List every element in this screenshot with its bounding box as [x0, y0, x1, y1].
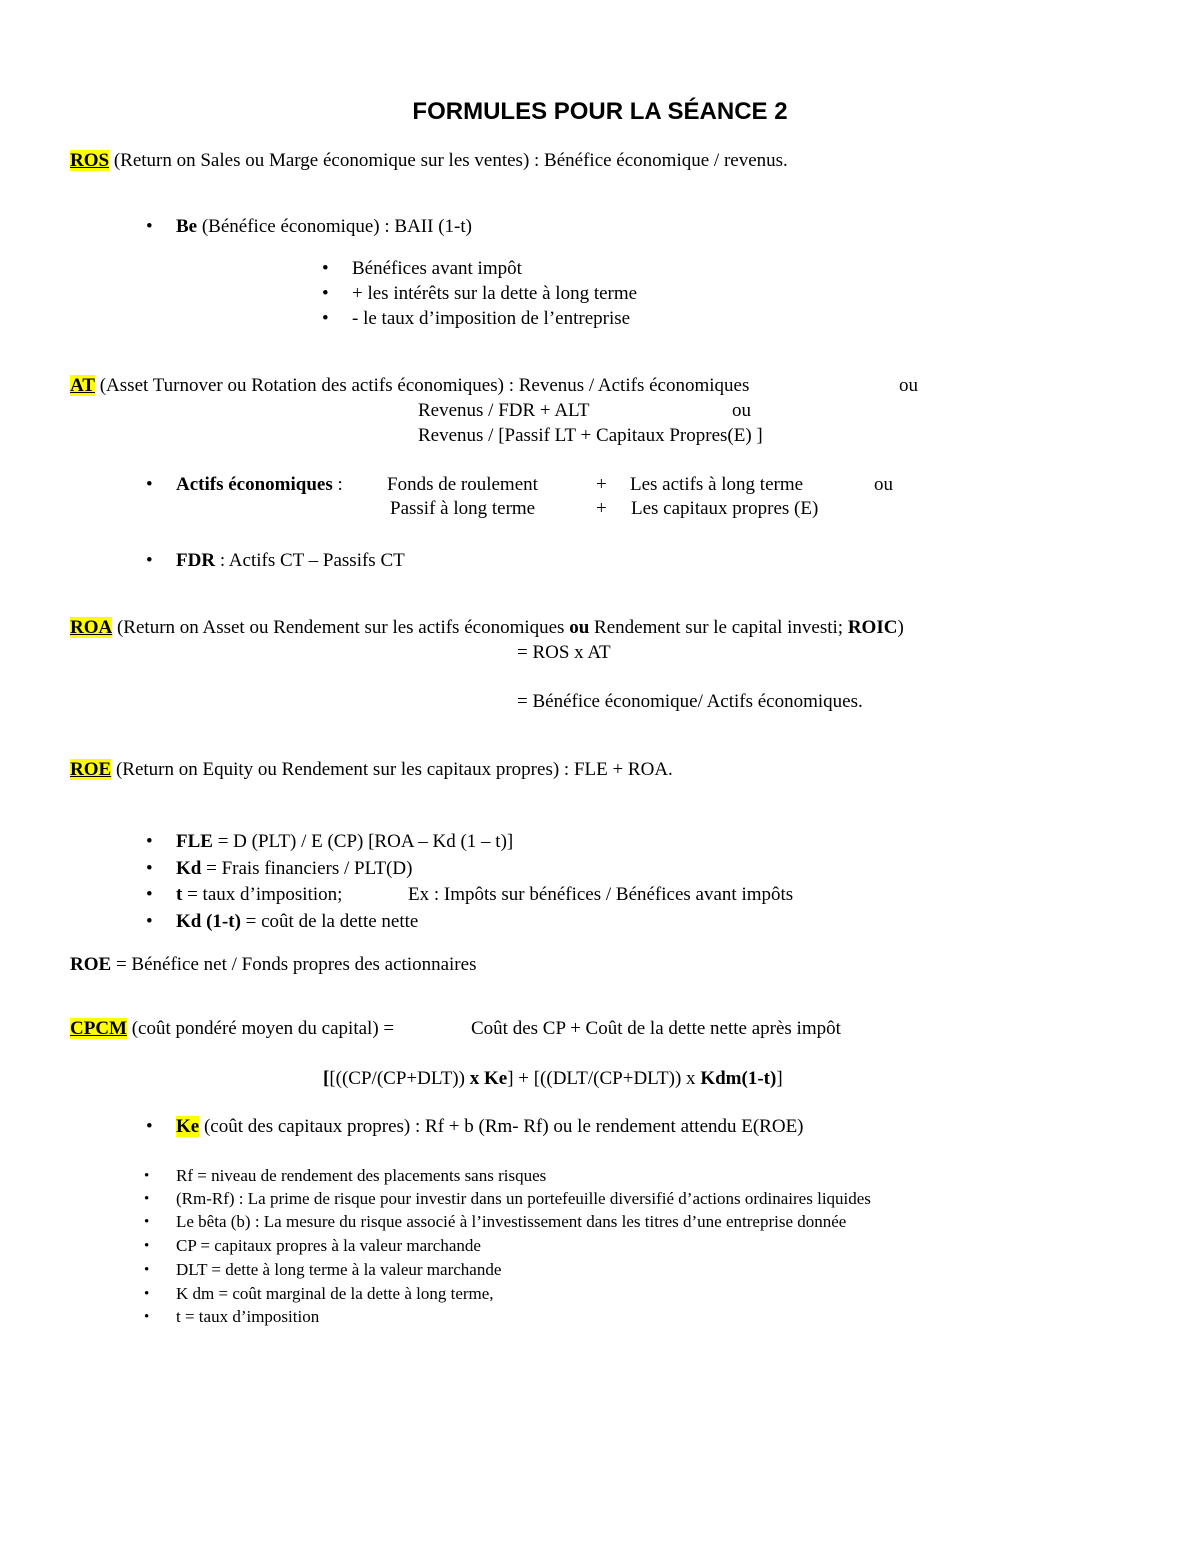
roe-def: (Return on Equity ou Rendement sur les capitaux propres) : FLE + ROA.: [111, 759, 673, 780]
roa-formula-1: = ROS x AT: [517, 642, 611, 663]
kd1t-def: = coût de la dette nette: [240, 911, 419, 932]
roa-def-a: (Return on Asset ou Rendement sur les actifs économiques: [112, 617, 570, 638]
actifs-colon: :: [332, 474, 343, 495]
roa-def-c: ): [897, 617, 904, 638]
fdr-def: : Actifs CT – Passifs CT: [215, 550, 405, 571]
actifs-label: Actifs économiques: [176, 474, 333, 495]
page-title: FORMULES POUR LA SÉANCE 2: [412, 98, 788, 125]
ros-abbr: ROS: [70, 150, 110, 171]
roe-definition: [70, 759, 673, 781]
ros-def: (Return on Sales ou Marge économique sur les ventes) : Bénéfice économique / revenus.: [109, 150, 788, 171]
note-item: • (Rm-Rf) : La prime de risque pour investir dans un portefeuille diversifié d’actions ordinaires liquides: [176, 1189, 871, 1209]
roa-formula-2: = Bénéfice économique/ Actifs économiques.: [517, 691, 863, 712]
kd1t-item: [176, 911, 418, 933]
kd-item: [176, 858, 412, 880]
cpcm-f5: (1-t): [741, 1068, 777, 1089]
ros-sub-item: • - le taux d’imposition de l’entreprise: [352, 308, 630, 330]
at-formula-3: Revenus / [Passif LT + Capitaux Propres(E) ]: [418, 425, 763, 446]
actifs-alt: Les actifs à long terme: [630, 474, 804, 495]
roe2-label: ROE: [70, 954, 112, 975]
cpcm-def-2: Coût des CP + Coût de la dette nette après impôt: [471, 1018, 841, 1039]
cpcm-abbr: CPCM: [70, 1018, 127, 1039]
roe-net-definition: [70, 954, 476, 976]
actifs-item: [176, 474, 343, 496]
actifs-ou: ou: [874, 474, 893, 495]
be-def: (Bénéfice économique) : BAII (1-t): [197, 216, 472, 237]
cpcm-formula: [323, 1068, 783, 1090]
at-abbr: AT: [70, 375, 95, 396]
at-formula-2: Revenus / FDR + ALT: [418, 400, 590, 421]
fdr-label: FDR: [176, 550, 216, 571]
actifs-plus-1: +: [596, 474, 607, 495]
ros-sub-item: • Bénéfices avant impôt: [352, 258, 522, 280]
note-item: • CP = capitaux propres à la valeur marchande: [176, 1236, 481, 1256]
note-item: • DLT = dette à long terme à la valeur marchande: [176, 1260, 501, 1280]
cpcm-f2: x Ke: [469, 1068, 508, 1089]
roe-abbr: ROE: [70, 759, 112, 780]
kd-label: Kd: [176, 858, 202, 879]
ke-item: [176, 1116, 804, 1138]
at-definition: [70, 375, 749, 397]
cpcm-f6: ]: [776, 1068, 783, 1089]
note-item: • t = taux d’imposition: [176, 1307, 319, 1327]
roa-abbr: ROA: [70, 617, 113, 638]
actifs-plus-2: +: [596, 498, 607, 519]
cpcm-f4: Kdm: [700, 1068, 742, 1089]
be-item: [176, 216, 472, 238]
t-def: = taux d’imposition;: [182, 884, 343, 905]
t-label: t: [176, 884, 183, 905]
kd-def: = Frais financiers / PLT(D): [201, 858, 413, 879]
roa-definition: [70, 617, 904, 639]
roa-def-roic: ROIC: [847, 617, 898, 638]
t-example: Ex : Impôts sur bénéfices / Bénéfices avant impôts: [408, 884, 794, 905]
note-item: • Rf = niveau de rendement des placements sans risques: [176, 1166, 546, 1186]
actifs-capitaux-propres: Les capitaux propres (E): [631, 498, 819, 519]
note-item: • Le bêta (b) : La mesure du risque associé à l’investissement dans les titres d’une entreprise donnée: [176, 1212, 846, 1232]
roa-def-b: Rendement sur le capital investi;: [589, 617, 848, 638]
kd1t-label: Kd (1-t): [176, 911, 241, 932]
roe2-def: = Bénéfice net / Fonds propres des actionnaires: [111, 954, 477, 975]
ros-sub-item: • + les intérêts sur la dette à long terme: [352, 283, 637, 305]
actifs-passif-lt: Passif à long terme: [390, 498, 536, 519]
at-def: (Asset Turnover ou Rotation des actifs économiques) : Revenus / Actifs économiques: [94, 375, 750, 396]
ke-label: Ke: [176, 1116, 200, 1137]
roa-def-ou: ou: [569, 617, 590, 638]
cpcm-f1-bracket: [: [323, 1068, 330, 1089]
ros-definition: [70, 150, 788, 172]
fle-item: [176, 831, 513, 853]
fdr-item: [176, 550, 405, 572]
t-item: [176, 884, 342, 906]
be-label: Be: [176, 216, 198, 237]
fle-label: FLE: [176, 831, 213, 852]
fle-def: = D (PLT) / E (CP) [ROA – Kd (1 – t)]: [212, 831, 514, 852]
cpcm-def: (coût pondéré moyen du capital) =: [126, 1018, 395, 1039]
at-ou-2: ou: [732, 400, 751, 421]
actifs-fdr: Fonds de roulement: [387, 474, 538, 495]
at-ou-1: ou: [899, 375, 918, 396]
cpcm-definition: [70, 1018, 394, 1040]
ke-def: (coût des capitaux propres) : Rf + b (Rm- Rf) ou le rendement attendu E(ROE): [199, 1116, 804, 1137]
cpcm-f1: [((CP/(CP+DLT)): [329, 1068, 470, 1089]
cpcm-f3: ] + [((DLT/(CP+DLT)) x: [507, 1068, 701, 1089]
note-item: • K dm = coût marginal de la dette à long terme,: [176, 1284, 494, 1304]
